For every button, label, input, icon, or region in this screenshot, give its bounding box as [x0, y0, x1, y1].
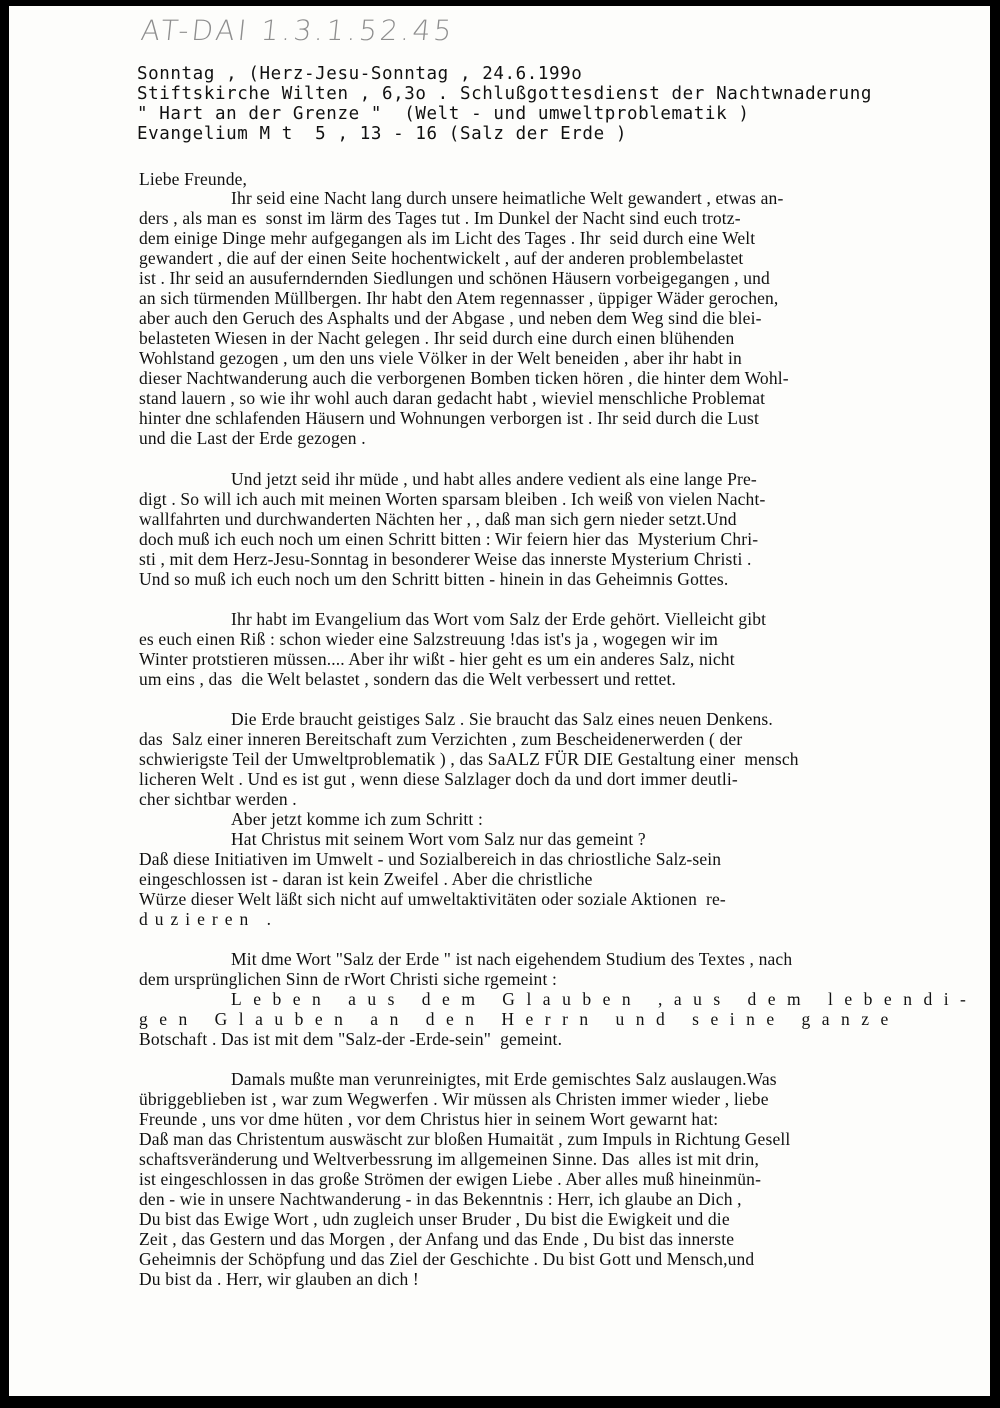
body-line: ders , als man es sonst im lärm des Tages tut . Im Dunkel der Nacht sind euch trotz- [139, 208, 741, 228]
body-line: Würze dieser Welt läßt sich nicht auf umweltaktivitäten oder soziale Aktionen re- [139, 889, 726, 909]
body-line: Du bist das Ewige Wort , udn zugleich unser Bruder , Du bist die Ewigkeit und die [139, 1209, 730, 1229]
body-line: Winter protstieren müssen.... Aber ihr wißt - hier geht es um ein anderes Salz, nicht [139, 649, 735, 669]
body-line: licheren Welt . Und es ist gut , wenn diese Salzlager doch da und dort immer deutli- [139, 769, 738, 789]
body-line: Mit dme Wort "Salz der Erde " ist nach eigehendem Studium des Textes , nach [231, 949, 793, 969]
header-line: Evangelium M t 5 , 13 - 16 (Salz der Erde ) [137, 124, 627, 144]
document-page [9, 6, 990, 1396]
body-line: stand lauern , so wie ihr wohl auch daran gedacht habt , wieviel menschliche Problemat [139, 388, 766, 408]
archive-stamp: AT-DAI 1.3.1.52.45 [139, 14, 457, 47]
body-line: Die Erde braucht geistiges Salz . Sie braucht das Salz eines neuen Denkens. [231, 709, 773, 729]
body-line: Ihr habt im Evangelium das Wort vom Salz der Erde gehört. Vielleicht gibt [231, 609, 767, 629]
body-line: doch muß ich euch noch um einen Schritt bitten : Wir feiern hier das Mysterium Chri- [139, 529, 759, 549]
body-line: wallfahrten und durchwanderten Nächten her , , daß man sich gern nieder setzt.Und [139, 509, 737, 529]
body-line: Leben aus dem Glauben ,aus dem lebendi- [231, 989, 978, 1009]
body-line: schaftsveränderung und Weltverbessrung im allgemeinen Sinne. Das alles ist mit drin, [139, 1149, 759, 1169]
body-line: schwierigste Teil der Umweltproblematik ) , das SaALZ FÜR DIE Gestaltung einer mensch [139, 749, 799, 769]
body-line: gewandert , die auf der einen Seite hochentwickelt , auf der anderen problembelastet [139, 248, 744, 268]
body-line: Wohlstand gezogen , um den uns viele Völker in der Welt beneiden , aber ihr habt in [139, 348, 742, 368]
body-line: dieser Nachtwanderung auch die verborgenen Bomben ticken hören , die hinter dem Wohl- [139, 368, 789, 388]
body-line: Und jetzt seid ihr müde , und habt alles andere vedient als eine lange Pre- [231, 469, 757, 489]
header-line: Stiftskirche Wilten , 6,3o . Schlußgottesdienst der Nachtwnaderung [137, 84, 872, 104]
body-line: den - wie in unsere Nachtwanderung - in das Bekenntnis : Herr, ich glaube an Dich , [139, 1189, 742, 1209]
body-line: dem einige Dinge mehr aufgegangen als im Licht des Tages . Ihr seid durch eine Welt [139, 228, 756, 248]
body-line: dem ursprünglichen Sinn de rWort Christi siche rgemeint : [139, 969, 557, 989]
header-line: " Hart an der Grenze " (Welt - und umweltproblematik ) [137, 104, 750, 124]
body-line: belasteten Wiesen in der Nacht gelegen . Ihr seid durch eine durch einen blühenden [139, 328, 735, 348]
body-line: und die Last der Erde gezogen . [139, 428, 366, 448]
body-line: Ihr seid eine Nacht lang durch unsere heimatliche Welt gewandert , etwas an- [231, 188, 784, 208]
body-line: Aber jetzt komme ich zum Schritt : [231, 809, 483, 829]
body-line: Geheimnis der Schöpfung und das Ziel der Geschichte . Du bist Gott und Mensch,und [139, 1249, 755, 1269]
body-line: ist . Ihr seid an ausuferndernden Siedlungen und schönen Häusern vorbeigegangen , und [139, 268, 770, 288]
body-line: aber auch den Geruch des Asphalts und der Abgase , und neben dem Weg sind die blei- [139, 308, 762, 328]
body-line: digt . So will ich auch mit meinen Worten sparsam bleiben . Ich weiß von vielen Nacht- [139, 489, 766, 509]
body-line: Botschaft . Das ist mit dem "Salz-der -Erde-sein" gemeint. [139, 1029, 563, 1049]
body-line: hinter dne schlafenden Häusern und Wohnungen verborgen ist . Ihr seid durch die Lust [139, 408, 759, 428]
body-line: Hat Christus mit seinem Wort vom Salz nur das gemeint ? [231, 829, 646, 849]
body-line: Und so muß ich euch noch um den Schritt bitten - hinein in das Geheimnis Gottes. [139, 569, 729, 589]
body-line: duzieren . [139, 909, 278, 929]
body-line: ist eingeschlossen in das große Strömen der ewigen Liebe . Aber alles muß hineinmün- [139, 1169, 762, 1189]
body-line: sti , mit dem Herz-Jesu-Sonntag in besonderer Weise das innerste Mysterium Christi . [139, 549, 752, 569]
body-line: um eins , das die Welt belastet , sondern das die Welt verbessert und rettet. [139, 669, 676, 689]
header-line: Sonntag , (Herz-Jesu-Sonntag , 24.6.199o [137, 64, 583, 84]
salutation: Liebe Freunde, [139, 169, 248, 189]
body-line: Damals mußte man verunreinigtes, mit Erde gemischtes Salz auslaugen.Was [231, 1069, 777, 1089]
body-line: Freunde , uns vor dme hüten , vor dem Christus hier in seinem Wort gewarnt hat: [139, 1109, 719, 1129]
body-line: cher sichtbar werden . [139, 789, 297, 809]
body-line: gen Glauben an den Herrn und seine ganze [139, 1009, 900, 1029]
body-line: Daß man das Christentum auswäscht zur bloßen Humaität , zum Impuls in Richtung Gesell [139, 1129, 791, 1149]
body-line: das Salz einer inneren Bereitschaft zum Verzichten , zum Bescheidenerwerden ( der [139, 729, 743, 749]
body-line: Daß diese Initiativen im Umwelt - und Sozialbereich in das chriostliche Salz-sein [139, 849, 722, 869]
body-line: Du bist da . Herr, wir glauben an dich ! [139, 1269, 419, 1289]
body-line: Zeit , das Gestern und das Morgen , der Anfang und das Ende , Du bist das innerste [139, 1229, 735, 1249]
body-line: übriggeblieben ist , war zum Wegwerfen . Wir müssen als Christen immer wieder , liebe [139, 1089, 769, 1109]
body-line: an sich türmenden Müllbergen. Ihr habt den Atem regennasser , üppiger Wäder gerochen, [139, 288, 779, 308]
body-line: es euch einen Riß : schon wieder eine Salzstreuung !das ist's ja , wogegen wir im [139, 629, 719, 649]
body-line: eingeschlossen ist - daran ist kein Zweifel . Aber die christliche [139, 869, 593, 889]
